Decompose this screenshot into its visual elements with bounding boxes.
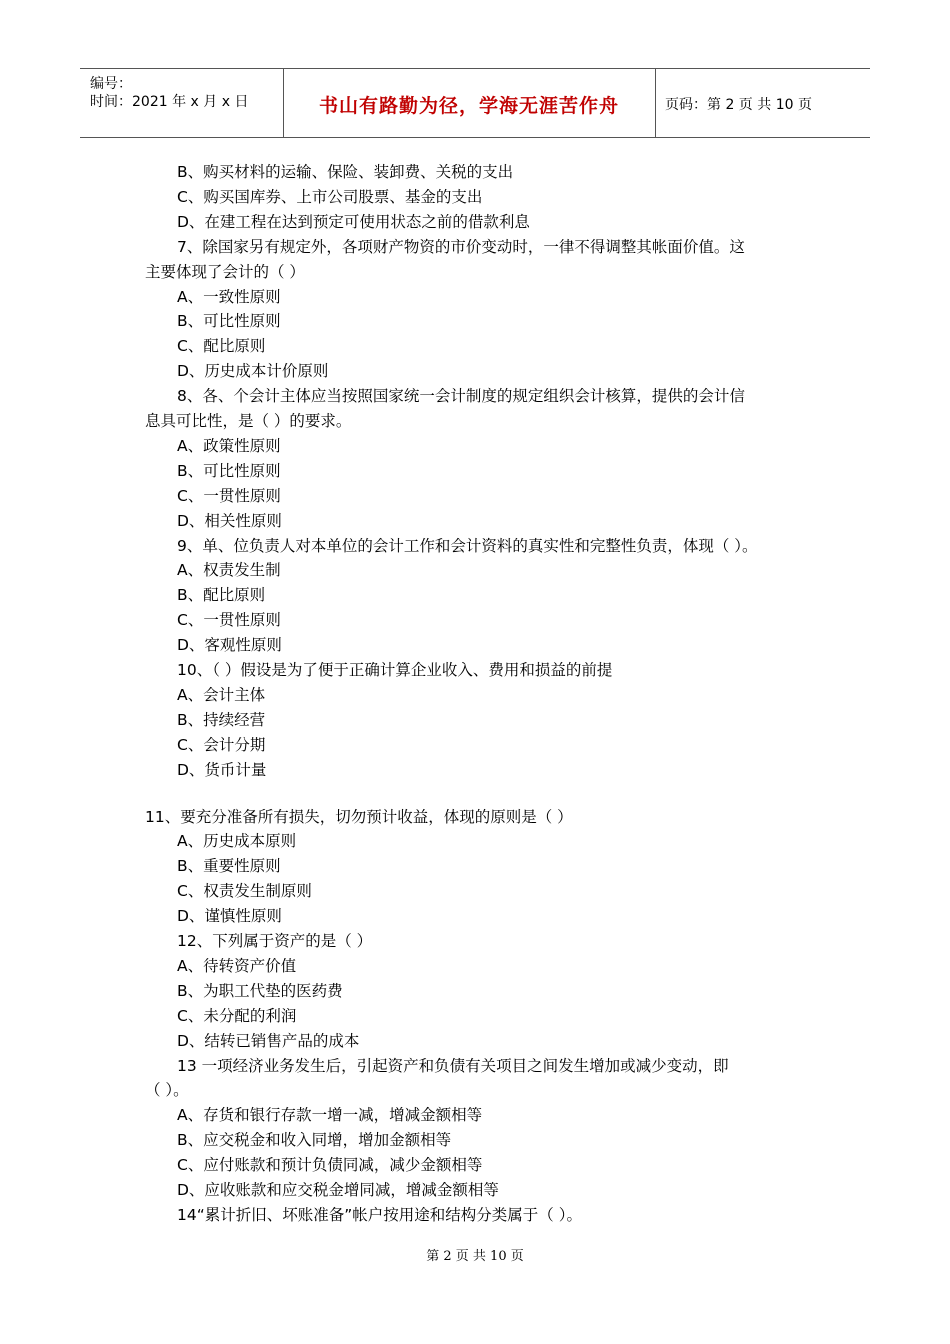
page-header (80, 68, 870, 138)
option-line: D、历史成本计价原则 (177, 362, 329, 381)
option-line: D、应收账款和应交税金增同减，增减金额相等 (177, 1181, 499, 1199)
option-line: B、持续经营 (177, 710, 266, 729)
page-info: 页码：第 2 页 共 10 页 (665, 97, 812, 113)
question-line: 14“累计折旧、坏账准备”帐户按用途和结构分类属于（ ）。 (177, 1205, 582, 1224)
option-line: D、谨慎性原则 (177, 907, 282, 926)
question-line: 7、除国家另有规定外，各项财产物资的市价变动时，一律不得调整其帐面价值。这 (177, 237, 745, 256)
option-line: C、购买国库券、上市公司股票、基金的支出 (177, 187, 483, 206)
option-line: B、配比原则 (177, 586, 266, 605)
option-line: D、货币计量 (177, 760, 267, 779)
question-line: 13 一项经济业务发生后，引起资产和负债有关项目之间发生增加或减少变动，即 (177, 1056, 729, 1075)
question-line: 9、单、位负责人对本单位的会计工作和会计资料的真实性和完整性负责，体现（ ）。 (177, 536, 758, 555)
header-left-cell (80, 69, 284, 137)
option-line: C、配比原则 (177, 337, 266, 356)
option-line: C、一贯性原则 (177, 486, 281, 505)
option-line: B、可比性原则 (177, 461, 281, 480)
option-line: D、在建工程在达到预定可使用状态之前的借款利息 (177, 212, 530, 231)
option-line: B、购买材料的运输、保险、装卸费、关税的支出 (177, 163, 514, 181)
option-line: D、客观性原则 (177, 636, 282, 655)
option-line: A、会计主体 (177, 685, 266, 704)
option-line: B、重要性原则 (177, 857, 281, 876)
option-line: A、存货和银行存款一增一减，增减金额相等 (177, 1106, 483, 1125)
option-line: A、权责发生制 (177, 561, 281, 580)
question-line: 8、各、个会计主体应当按照国家统一会计制度的规定组织会计核算，提供的会计信 (177, 387, 745, 406)
header-motto-cell (283, 69, 656, 137)
question-line: 主要体现了会计的（ ） (145, 262, 305, 281)
option-line: C、权责发生制原则 (177, 882, 312, 901)
option-line: B、为职工代垫的医药费 (177, 981, 343, 1000)
date-label: 时间：2021 年 x 月 x 日 (90, 94, 249, 110)
option-line: A、政策性原则 (177, 436, 281, 455)
option-line: C、会计分期 (177, 735, 266, 754)
motto: 书山有路勤为径，学海无涯苦作舟 (318, 95, 619, 117)
question-line: 11、要充分准备所有损失，切勿预计收益，体现的原则是（ ） (145, 807, 573, 826)
header-right-cell (655, 69, 870, 137)
option-line: A、一致性原则 (177, 287, 281, 306)
question-line: （ ）。 (145, 1081, 189, 1100)
code-label: 编号： (90, 76, 132, 92)
option-line: A、历史成本原则 (177, 832, 297, 851)
question-line: 息具可比性，是（ ）的要求。 (145, 412, 352, 430)
option-line: B、可比性原则 (177, 312, 281, 331)
option-line: B、应交税金和收入同增，增加金额相等 (177, 1131, 452, 1150)
option-line: D、结转已销售产品的成本 (177, 1031, 360, 1050)
option-line: C、应付账款和预计负债同减，减少金额相等 (177, 1156, 483, 1175)
page-footer: 第 2 页 共 10 页 (426, 1249, 524, 1264)
option-line: D、相关性原则 (177, 511, 282, 530)
question-line: 12、下列属于资产的是（ ） (177, 932, 373, 950)
question-line: 10、（ ）假设是为了便于正确计算企业收入、费用和损益的前提 (177, 661, 613, 679)
option-line: C、未分配的利润 (177, 1006, 297, 1025)
option-line: C、一贯性原则 (177, 611, 281, 630)
option-line: A、待转资产价值 (177, 956, 297, 975)
